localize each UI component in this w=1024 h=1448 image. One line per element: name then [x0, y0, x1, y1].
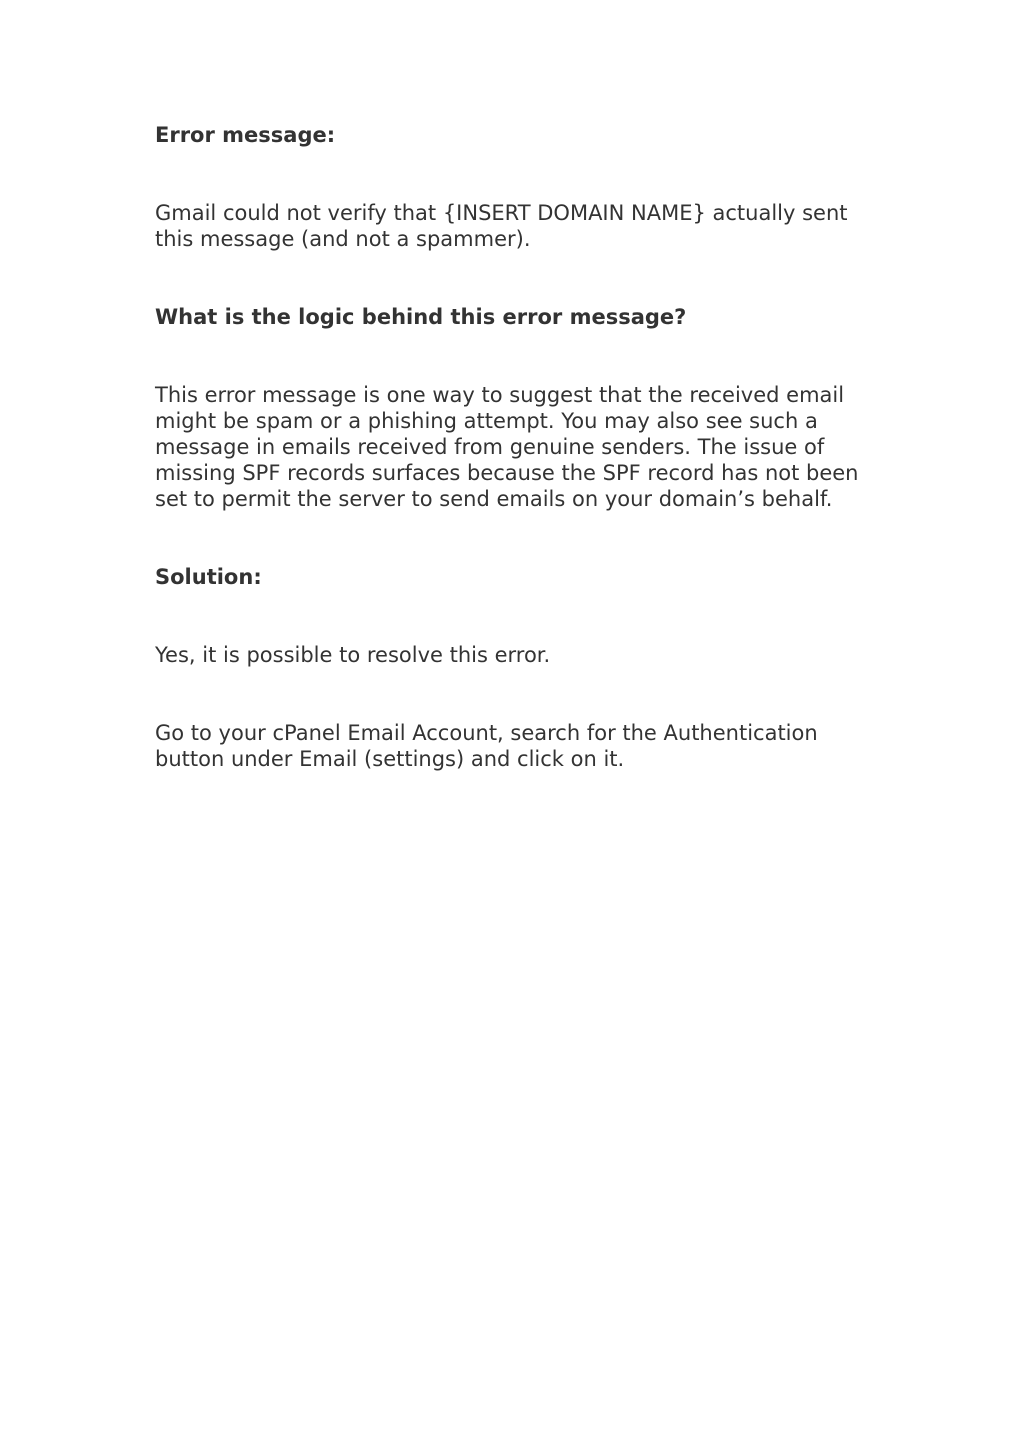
- heading-logic: What is the logic behind this error message?: [155, 305, 687, 329]
- spacer: [155, 512, 875, 564]
- spacer: [155, 252, 875, 304]
- heading-error-message: Error message:: [155, 123, 336, 147]
- solution-paragraph-1: Yes, it is possible to resolve this error.: [155, 643, 551, 667]
- solution-paragraph-2: Go to your cPanel Email Account, search for the Authentication button under Email (settings) and click on it.: [155, 721, 818, 771]
- spacer: [155, 668, 875, 720]
- spacer: [155, 330, 875, 382]
- document-body: [155, 122, 875, 772]
- error-message-text: Gmail could not verify that {INSERT DOMAIN NAME} actually sent this message (and not a spammer).: [155, 201, 848, 251]
- spacer: [155, 148, 875, 200]
- spacer: [155, 590, 875, 642]
- logic-paragraph: This error message is one way to suggest that the received email might be spam or a phishing attempt. You may also see such a message in emails received from genuine senders. The issue of missing SPF records surfaces because the SPF record has not been set to permit the server to send emails on your domain’s behalf.: [155, 383, 859, 511]
- heading-solution: Solution:: [155, 565, 262, 589]
